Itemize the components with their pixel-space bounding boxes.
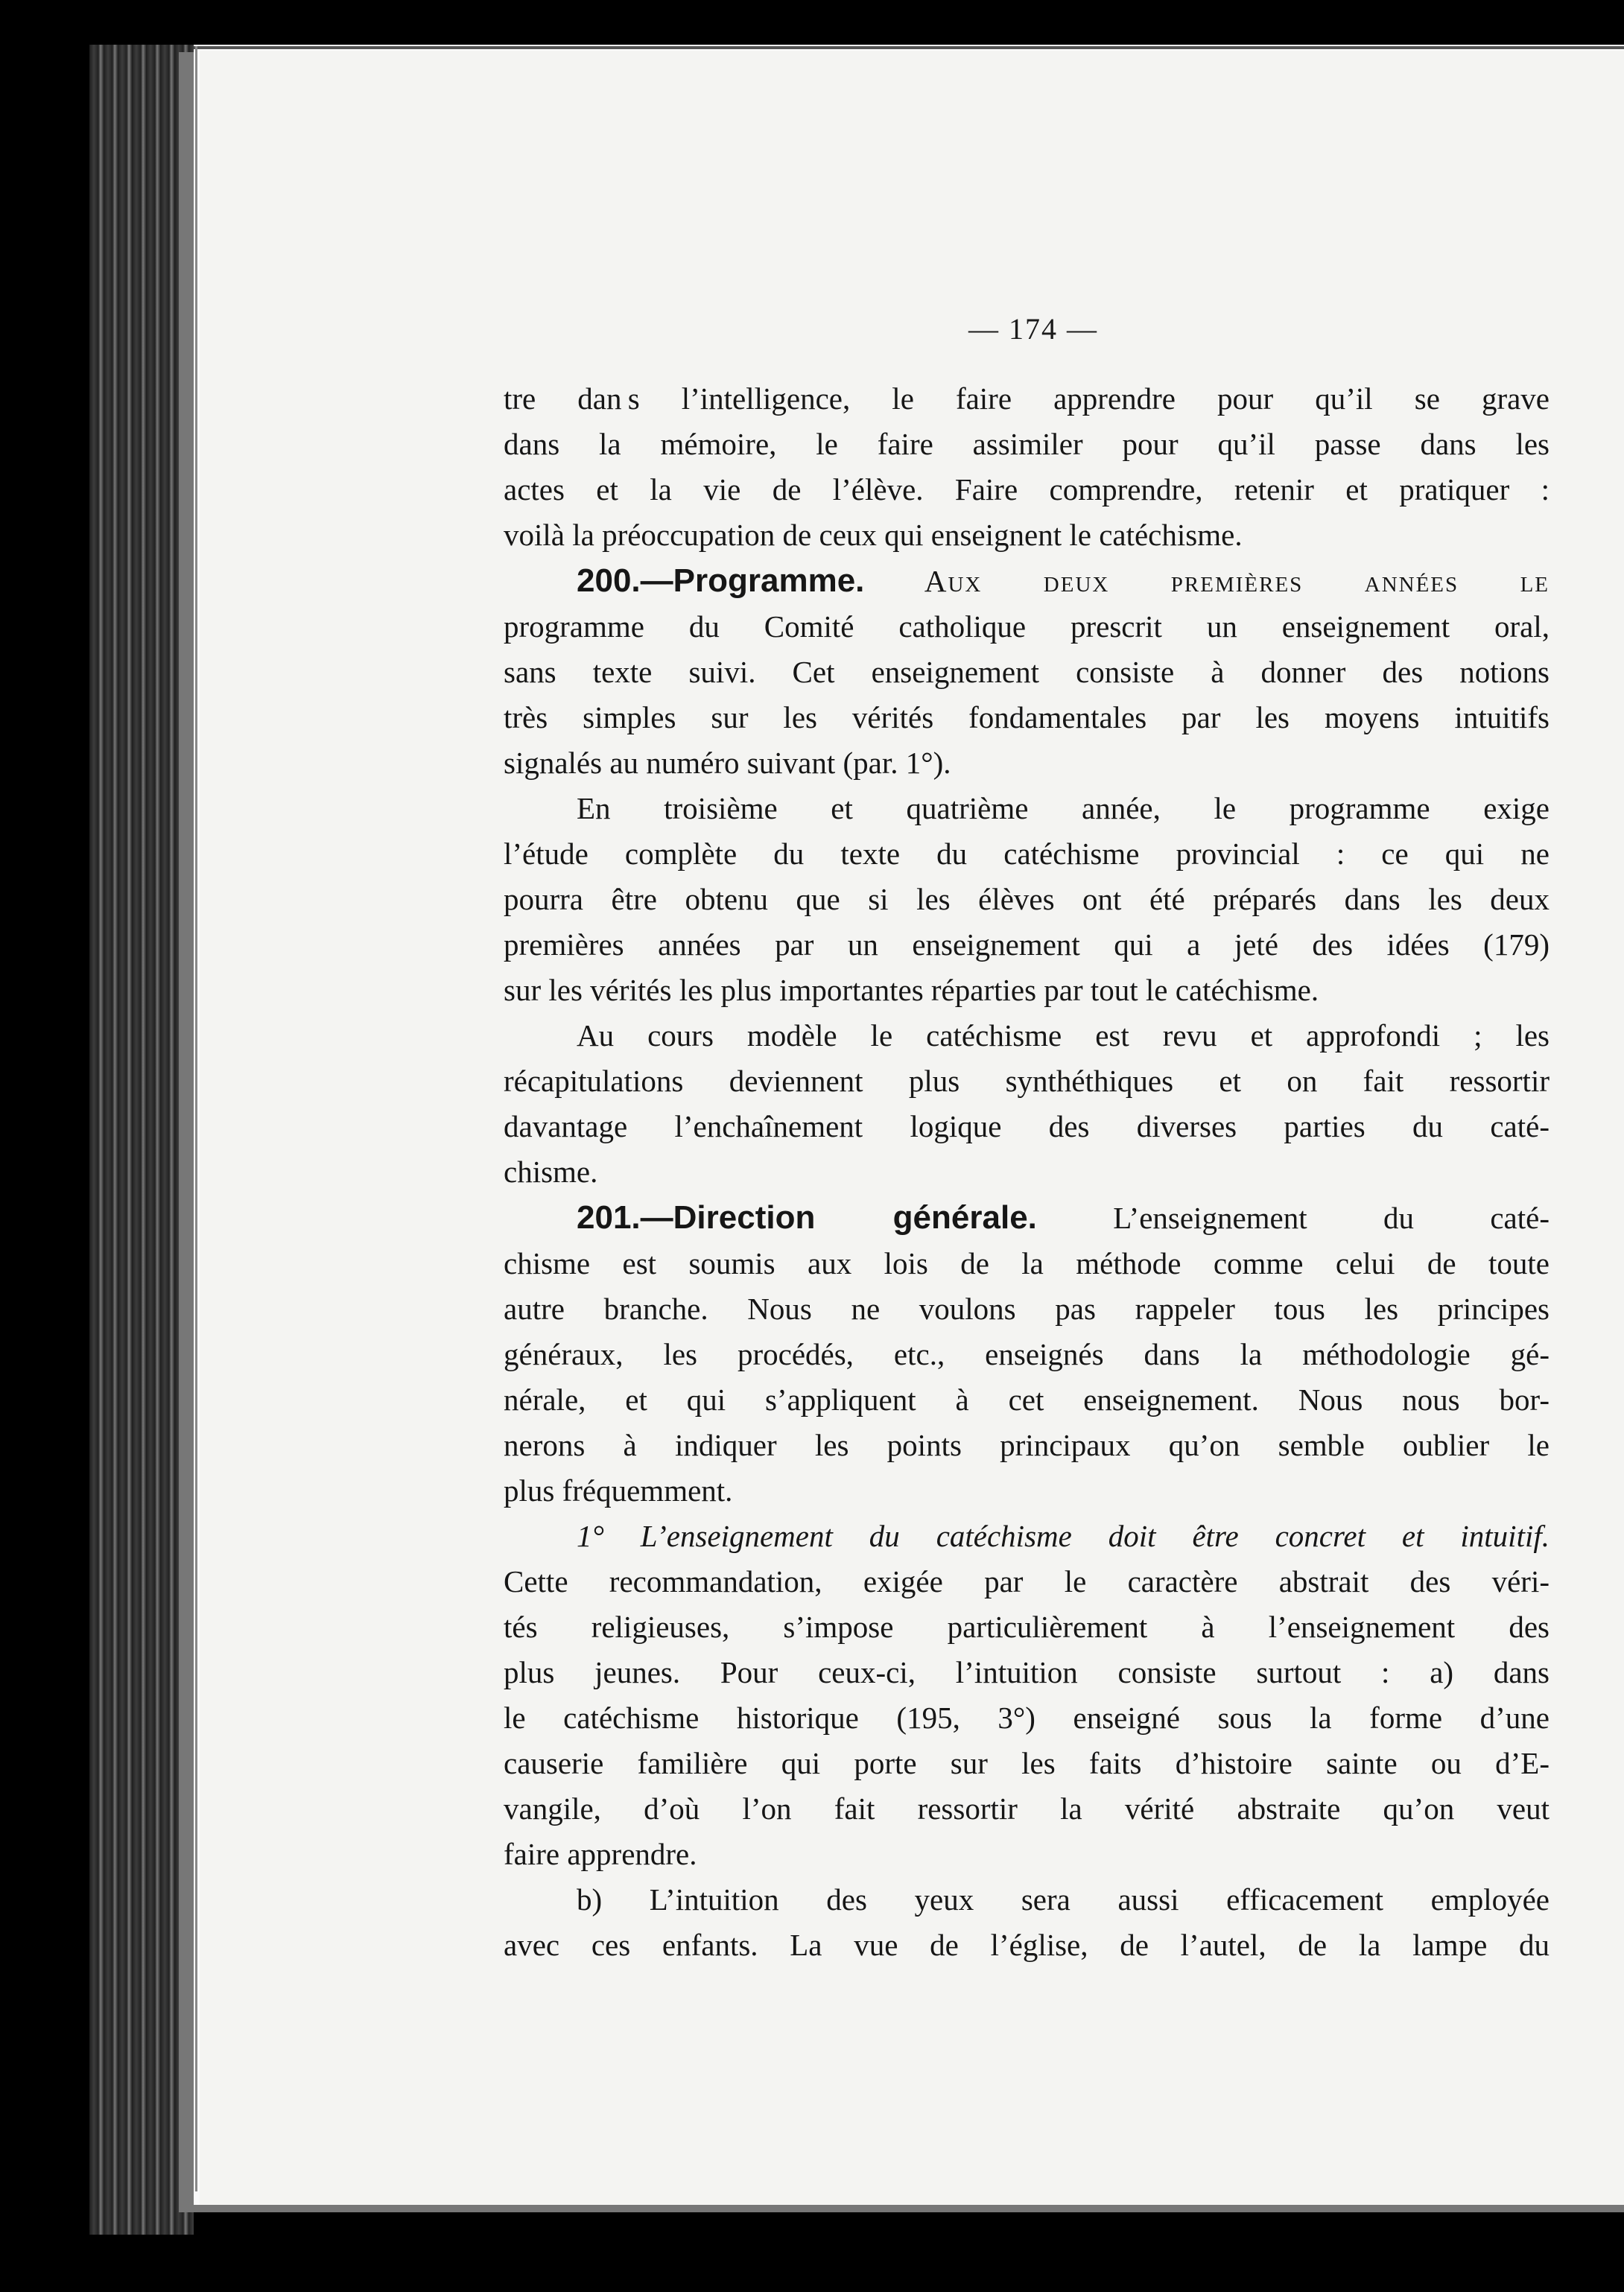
text-line: sans texte suivi. Cet enseignement consiste à donner des notions [504,655,1550,689]
book-page-edges [89,45,194,2235]
text-line: tre dan s l’intelligence, le faire apprendre pour qu’il se grave [504,381,1550,416]
text-line: programme du Comité catholique prescrit un enseignement oral, [504,609,1550,644]
text-line: récapitulations deviennent plus synthéthiques et on fait ressortir [504,1064,1550,1098]
page-text [504,376,1550,1968]
section-heading: 200.—Programme. [577,562,865,599]
page-left-edge [195,46,197,2191]
text-line: avec ces enfants. La vue de l’église, de l’autel, de la lampe du [504,1928,1550,1962]
text-line: généraux, les procédés, etc., enseignés dans la méthodologie gé- [504,1337,1550,1371]
text-line: 1° L’enseignement du catéchisme doit être concret et intuitif. [577,1519,1550,1553]
text-line: davantage l’enchaînement logique des diverses parties du caté- [504,1109,1550,1143]
text-line: tés religieuses, s’impose particulièrement à l’enseignement des [504,1610,1550,1644]
paragraph [504,1195,1550,1514]
paragraph [504,558,1550,786]
page-top-edge [194,46,1624,49]
page-number: — 174 — [968,312,1098,346]
paragraph [504,786,1550,1013]
text-line: plus fréquemment. [504,1473,733,1508]
text-line: plus jeunes. Pour ceux-ci, l’intuition consiste surtout : a) dans [504,1655,1550,1689]
text-line: autre branche. Nous ne voulons pas rappeler tous les principes [504,1292,1550,1326]
text-line: chisme. [504,1155,598,1189]
text-line: voilà la préoccupation de ceux qui enseignent le catéchisme. [504,518,1243,552]
text-line: l’étude complète du texte du catéchisme provincial : ce qui ne [504,837,1550,871]
text-line: vangile, d’où l’on fait ressortir la vérité abstraite qu’on veut [504,1791,1550,1826]
text-line: causerie familière qui porte sur les faits d’histoire sainte ou d’E- [504,1746,1550,1780]
text-line: premières années par un enseignement qui a jeté des idées (179) [504,927,1550,962]
section-heading: 201.—Direction générale. [577,1199,1037,1236]
text-line: Aux deux premières années le [924,564,1550,598]
paragraph [504,1514,1550,1877]
text-line: faire apprendre. [504,1837,697,1871]
text-line: actes et la vie de l’élève. Faire comprendre, retenir et pratiquer : [504,472,1550,507]
text-line: Au cours modèle le catéchisme est revu et approfondi ; les [577,1018,1550,1053]
text-line: nerons à indiquer les points principaux qu’on semble oublier le [504,1428,1550,1462]
text-line: b) L’intuition des yeux sera aussi efficacement employée [577,1882,1550,1917]
text-line: nérale, et qui s’appliquent à cet enseignement. Nous nous bor- [504,1382,1550,1417]
text-line: chisme est soumis aux lois de la méthode comme celui de toute [504,1246,1550,1280]
text-line: L’enseignement du caté- [1113,1201,1550,1235]
text-line: sur les vérités les plus importantes réparties par tout le catéchisme. [504,973,1319,1007]
text-line: En troisième et quatrième année, le programme exige [577,791,1550,825]
text-line: le catéchisme historique (195, 3°) enseigné sous la forme d’une [504,1701,1550,1735]
text-line: dans la mémoire, le faire assimiler pour qu’il passe dans les [504,427,1550,461]
paragraph [504,1877,1550,1968]
text-line: signalés au numéro suivant (par. 1°). [504,746,951,780]
text-line: Cette recommandation, exigée par le caractère abstrait des véri- [504,1564,1550,1599]
paragraph [504,1013,1550,1195]
paragraph [504,376,1550,558]
text-line: très simples sur les vérités fondamentales par les moyens intuitifs [504,700,1550,734]
text-line: pourra être obtenu que si les élèves ont été préparés dans les deux [504,882,1550,916]
